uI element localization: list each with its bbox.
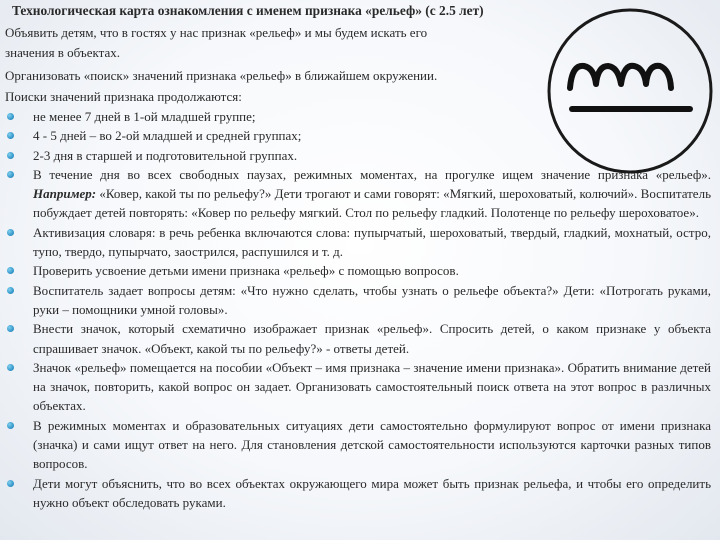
relief-symbol-circle [549,10,711,172]
bullet-icon [7,287,14,294]
page-title: Технологическая карта ознакомления с именем признака «рельеф» (с 2.5 лет) [12,3,484,18]
list-item [5,358,711,416]
list-item-text: Дети могут объяснить, что во всех объектах окружающего мира может быть признак рельефа, и чтобы его определить нужно объект обследовать руками. [33,475,711,510]
list-item-text: Воспитатель задает вопросы детям: «Что нужно сделать, чтобы узнать о рельефе объекта?» Дети: «Потрогать руками, руки – помощники умной головы». [33,282,711,317]
list-item-text: Значок «рельеф» помещается на пособии «Объект – имя признака – значение имени признака». Обратить внимание детей на значок, повторить, какой вопрос он задает. Организовать самостоятельный поиск ответа на этот вопрос в различных объектах. [33,359,711,414]
list-item-text: 4 - 5 дней – во 2-ой младшей и средней группах; [33,128,302,144]
bullet-icon [7,422,14,429]
bullet-icon [7,364,14,371]
list-item [5,474,711,513]
relief-wave [570,66,671,88]
list-item-text: 2-3 дня в старшей и подготовительной группах. [33,147,298,163]
intro-line: Организовать «поиск» значений признака «рельеф» в ближайшем окружении. [5,68,438,83]
list-item-text: Проверить усвоение детьми имени признака «рельеф» с помощью вопросов. [33,263,459,279]
intro-line: Поиски значений признака продолжаются: [5,89,242,104]
list-item [5,416,711,474]
intro-line: значения в объектах. [5,45,120,60]
bullet-icon [7,267,14,274]
example-label: Например: [33,186,97,202]
bullet-icon [7,132,14,139]
bullet-icon [7,325,14,332]
list-item [5,319,711,358]
bullet-icon [7,113,14,120]
list-item [5,281,711,320]
list-item [5,223,711,262]
list-item-text: «Ковер, какой ты по рельефу?» Дети трогают и сами говорят: «Мягкий, шероховатый, колючий». Воспитатель побуждает детей повторять: «Ковер по рельефу мягкий. Стол по рельефу гладкий. Полотенце по рельефу шероховатое». [33,186,711,221]
list-item-text: В течение дня во всех свободных паузах, режимных моментах, на прогулке ищем значение признака «рельеф». [33,166,711,182]
bullet-icon [7,171,14,178]
list-item-text: не менее 7 дней в 1-ой младшей группе; [33,109,256,124]
intro-line: Объявить детям, что в гостях у нас признак «рельеф» и мы будем искать его [5,25,428,40]
relief-symbol-icon [544,6,716,176]
list-item-text: В режимных моментах и образовательных ситуациях дети самостоятельно формулируют вопрос от имени признака (значка) и сами ищут ответ на него. Для становления детской самостоятельности используются карточки разных типов вопросов. [33,417,711,472]
bullet-icon [7,152,14,159]
bullet-icon [7,480,14,487]
list-item-text: Активизация словаря: в речь ребенка включаются слова: пупырчатый, шероховатый, твердый, гладкий, мохнатый, остро, тупо, твердо, пупырчато, заострился, распушился и т. д. [33,224,711,260]
bullet-icon [7,229,14,236]
list-item-text: Внести значок, который схематично изображает признак «рельеф». Спросить детей, о каком признаке у объекта спрашивает значок. «Объект, какой ты по рельефу?» - ответы детей. [33,321,711,356]
list-item [5,261,711,280]
